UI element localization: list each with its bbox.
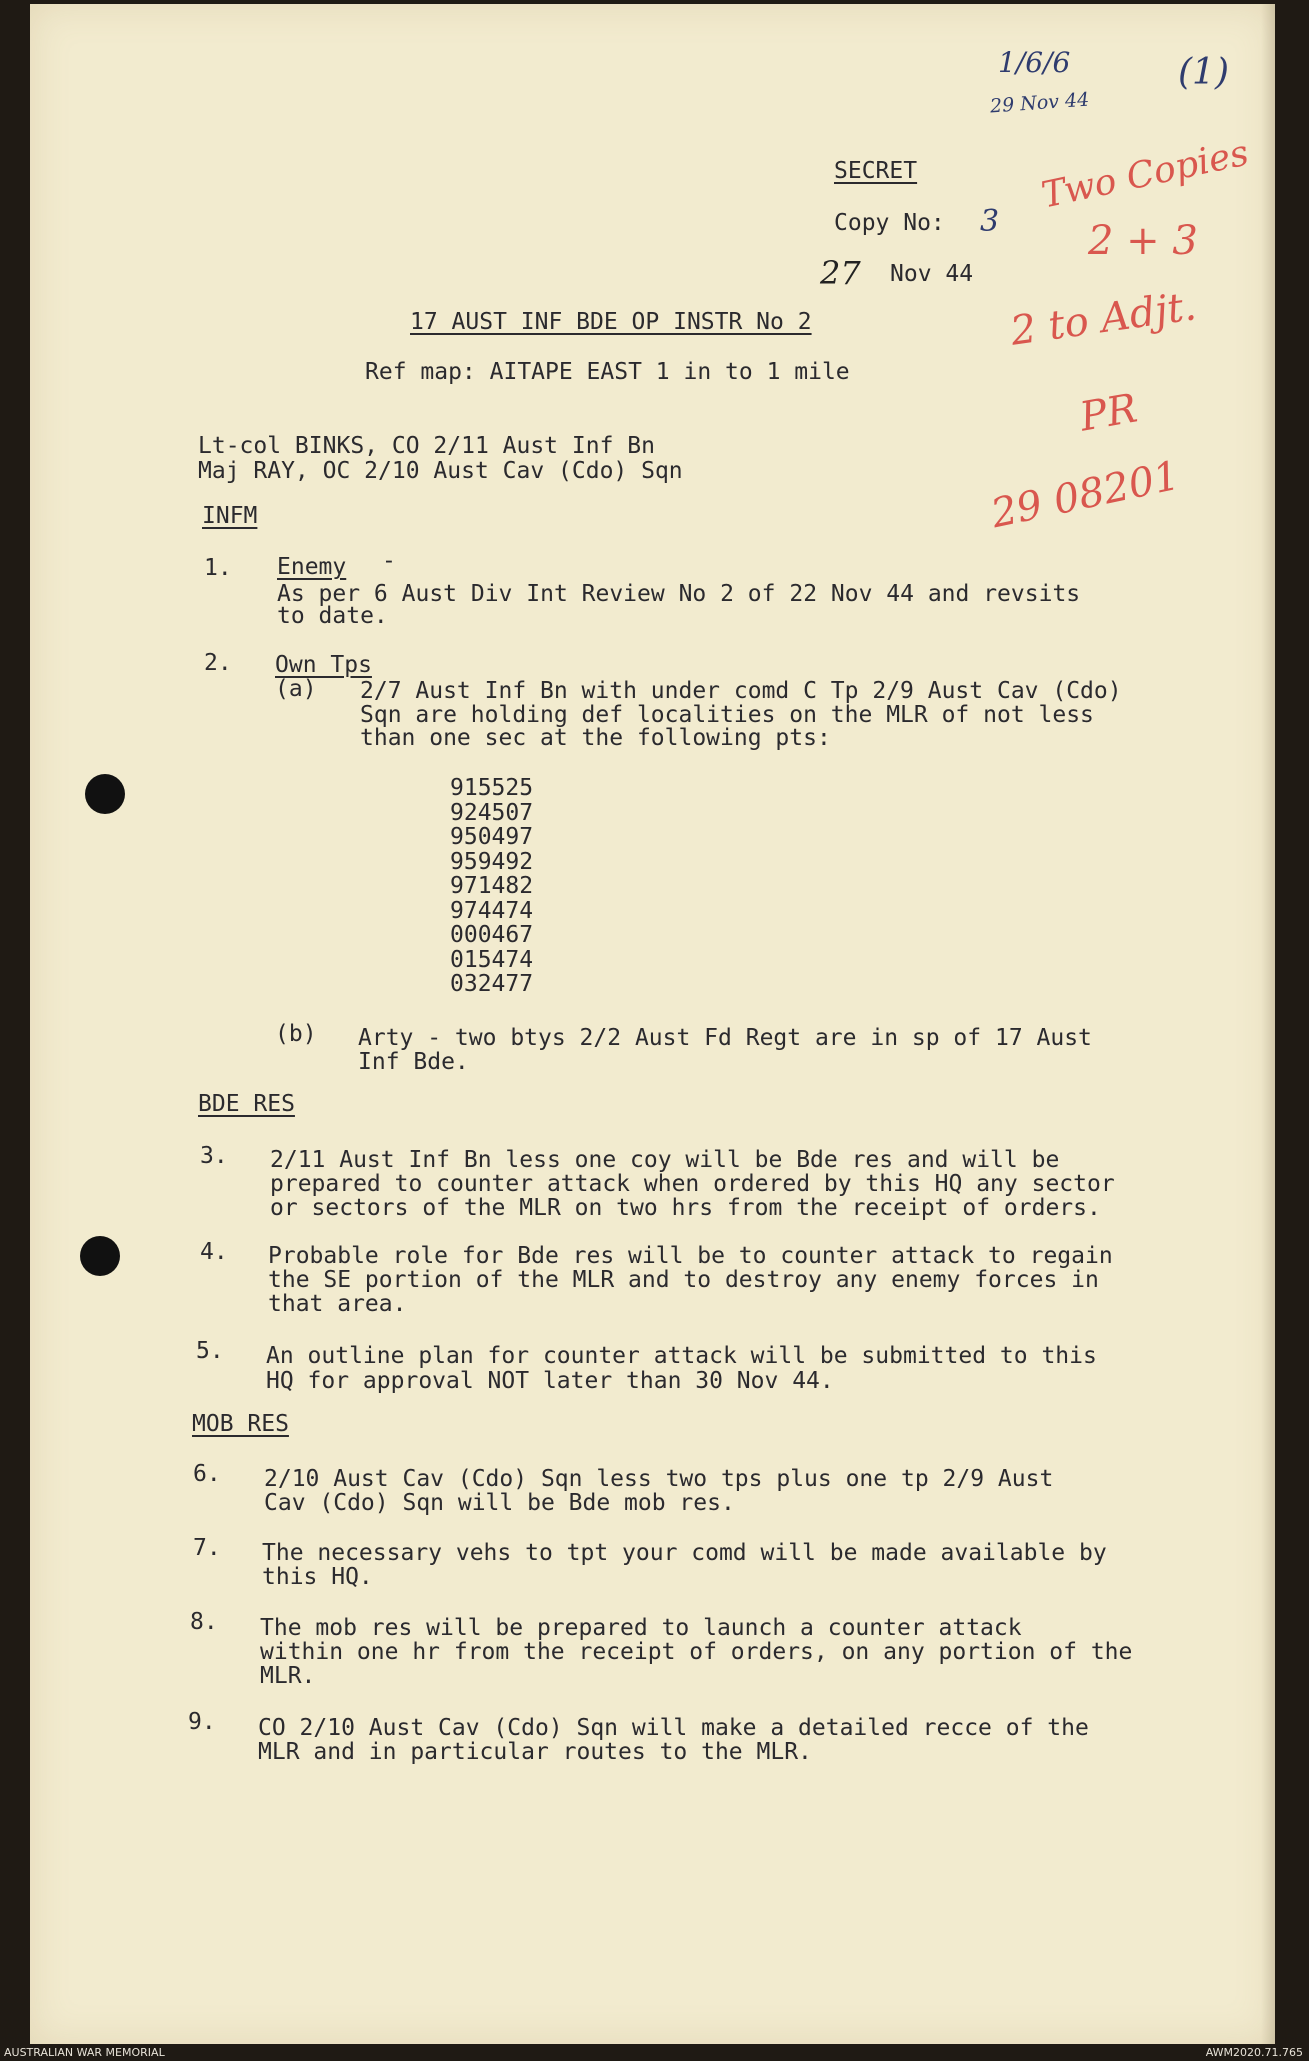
paragraph-number: 7. [193, 1535, 221, 1561]
paragraph-line: Probable role for Bde res will be to counter attack to regain [268, 1243, 1113, 1269]
date-day-handwritten: 27 [820, 254, 861, 292]
grid-reference: 959492 [450, 848, 534, 875]
paragraph-line: 2/11 Aust Inf Bn less one coy will be Bde res and will be [270, 1147, 1060, 1173]
punch-hole [80, 1236, 120, 1276]
handwritten-red-adjt: 2 to Adjt. [1007, 283, 1200, 355]
paragraph-line: the SE portion of the MLR and to destroy any enemy forces in [268, 1267, 1099, 1293]
grid-reference: 924507 [450, 799, 534, 826]
paragraph-line: Inf Bde. [358, 1049, 469, 1075]
handwritten-bracket-number: (1) [1178, 52, 1229, 93]
handwritten-red-initials: PR [1076, 385, 1141, 441]
paragraph-line: HQ for approval NOT later than 30 Nov 44. [266, 1368, 834, 1394]
paragraph-line: As per 6 Aust Div Int Review No 2 of 22 Nov 44 and revsits [277, 581, 1081, 607]
grid-reference: 974474 [450, 897, 534, 924]
grid-reference: 950497 [450, 824, 534, 850]
subparagraph-label: (b) [275, 1021, 317, 1047]
copy-number-value: 3 [980, 204, 1000, 239]
handwritten-red-ref-number: 29 08201 [987, 452, 1184, 538]
paragraph-line: or sectors of the MLR on two hrs from the receipt of orders. [270, 1195, 1101, 1221]
section-heading-infm: INFM [202, 503, 258, 529]
paragraph-line: Arty - two btys 2/2 Aust Fd Regt are in sp of 17 Aust [358, 1025, 1092, 1051]
grid-reference: 971482 [450, 873, 534, 899]
reference-map: Ref map: AITAPE EAST 1 in to 1 mile [365, 359, 850, 385]
handwritten-red-copy-numbers: 2 + 3 [1088, 218, 1198, 264]
heading-dash: - [382, 548, 396, 574]
paragraph-number: 2. [204, 650, 232, 676]
paragraph-line: CO 2/10 Aust Cav (Cdo) Sqn will make a detailed recce of the [258, 1715, 1089, 1741]
addressee-line: Lt-col BINKS, CO 2/11 Aust Inf Bn [198, 433, 655, 459]
section-heading-bde-res: BDE RES [198, 1091, 295, 1117]
paragraph-number: 1. [204, 555, 232, 581]
paragraph-line: MLR and in particular routes to the MLR. [258, 1739, 812, 1765]
paragraph-number: 9. [188, 1709, 216, 1735]
date-month-year: Nov 44 [890, 261, 974, 287]
addressee-line: Maj RAY, OC 2/10 Aust Cav (Cdo) Sqn [198, 458, 683, 484]
paragraph-line: this HQ. [262, 1564, 373, 1590]
paragraph-line: MLR. [260, 1663, 316, 1689]
handwritten-red-copies: Two Copies [1038, 132, 1253, 217]
security-classification: SECRET [834, 158, 918, 184]
handwritten-reference: 1/6/6 [998, 46, 1071, 79]
paragraph-number: 8. [190, 1609, 218, 1635]
grid-reference: 032477 [450, 971, 534, 997]
paragraph-line: 2/10 Aust Cav (Cdo) Sqn less two tps plus one tp 2/9 Aust [264, 1466, 1054, 1492]
paragraph-line: The necessary vehs to tpt your comd will be made available by [262, 1540, 1107, 1566]
grid-reference: 015474 [450, 946, 534, 973]
paragraph-line: The mob res will be prepared to launch a counter attack [260, 1615, 1022, 1641]
paragraph-number: 3. [200, 1143, 228, 1169]
paragraph-line: Cav (Cdo) Sqn will be Bde mob res. [264, 1490, 735, 1516]
paragraph-line: that area. [268, 1291, 407, 1317]
paragraph-line: to date. [277, 603, 388, 629]
paragraph-number: 6. [193, 1461, 221, 1487]
paragraph-heading-enemy: Enemy [277, 554, 347, 580]
grid-reference: 915525 [450, 775, 534, 801]
handwritten-date: 29 Nov 44 [989, 88, 1090, 118]
section-heading-mob-res: MOB RES [192, 1411, 289, 1437]
paragraph-line: Sqn are holding def localities on the MLR of not less [360, 702, 1094, 728]
footer-accession-number: AWM2020.71.765 [1205, 2046, 1303, 2059]
document-page [30, 4, 1275, 2044]
paragraph-line: within one hr from the receipt of orders, on any portion of the [260, 1639, 1133, 1665]
grid-reference-list [450, 776, 533, 997]
paragraph-number: 5. [196, 1338, 224, 1364]
paragraph-number: 4. [200, 1239, 228, 1265]
paragraph-line: prepared to counter attack when ordered by this HQ any sector [270, 1171, 1115, 1197]
subparagraph-label: (a) [275, 676, 317, 702]
copy-number-label: Copy No: [834, 210, 945, 236]
document-title: 17 AUST INF BDE OP INSTR No 2 [410, 309, 812, 335]
punch-hole [85, 774, 125, 814]
paragraph-line: An outline plan for counter attack will be submitted to this [266, 1343, 1097, 1369]
paragraph-line: 2/7 Aust Inf Bn with under comd C Tp 2/9 Aust Cav (Cdo) [360, 678, 1122, 704]
footer-institution: AUSTRALIAN WAR MEMORIAL [4, 2046, 165, 2059]
paragraph-line: than one sec at the following pts: [360, 725, 831, 751]
grid-reference: 000467 [450, 922, 534, 948]
paragraph-heading-own-tps: Own Tps [275, 652, 372, 678]
